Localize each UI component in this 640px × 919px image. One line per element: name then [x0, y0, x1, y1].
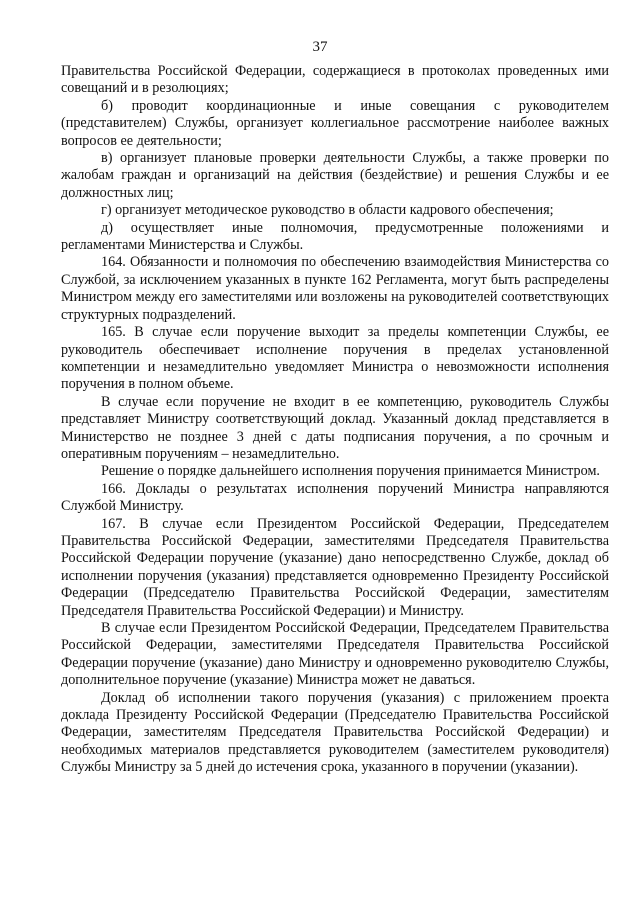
paragraph-165-decision: Решение о порядке дальнейшего исполнения поручения принимается Министром.	[101, 463, 600, 480]
paragraph-item-d: д) осуществляет иные полномочия, предусмотренные положениями и регламентами Министерства и Службы.	[61, 219, 609, 254]
paragraph-item-g: г) организует методическое руководство в области кадрового обеспечения;	[101, 202, 554, 219]
paragraph-item-v: в) организует плановые проверки деятельности Службы, а также проверки по жалобам граждан и организаций на действия (бездействие) и решения Службы и ее должностных лиц;	[61, 150, 609, 201]
paragraph-166: 166. Доклады о результатах исполнения поручений Министра направляются Службой Министру.	[61, 480, 609, 515]
paragraph-167-minister: В случае если Президентом Российской Федерации, Председателем Правительства Российской Федерации, заместителями Председателя Правительства Российской Федерации поручение (указание) дано Министру и одновременно руководителю Службы, дополнительное поручение (указание) Министра может не даваться.	[61, 620, 609, 689]
paragraph-167: 167. В случае если Президентом Российской Федерации, Председателем Правительства Российской Федерации, заместителями Председателя Правительства Российской Федерации поручение (указание) дано непосредственно Службе, доклад об исполнении поручения (указания) представляется одновременно Президенту Российской Федерации (Председателю Правительства Российской Федерации, заместителям Председателя Правительства Российской Федерации) и Министру.	[61, 515, 609, 619]
paragraph-167-report: Доклад об исполнении такого поручения (указания) с приложением проекта доклада Президенту Российской Федерации (Председателю Правительства Российской Федерации, заместителям Председателя Правительства Российской Федерации) и необходимых материалов представляется руководителем (заместителем руководителя) Службы Министру за 5 дней до истечения срока, указанного в поручении (указании).	[61, 689, 609, 776]
paragraph-continuation: Правительства Российской Федерации, содержащиеся в протоколах проведенных ими совещаний и в резолюциях;	[61, 63, 609, 97]
paragraph-165-competence: В случае если поручение не входит в ее компетенцию, руководитель Службы представляет Министру соответствующий доклад. Указанный доклад представляется в Министерство не позднее 3 дней с даты подписания поручения, а по срочным и оперативным поручениям – незамедлительно.	[61, 393, 609, 462]
page-number: 37	[312, 39, 328, 55]
paragraph-165: 165. В случае если поручение выходит за пределы компетенции Службы, ее руководитель обеспечивает исполнение поручения в пределах установленной компетенции и незамедлительно уведомляет Министра о невозможности исполнения поручения в полном объеме.	[61, 324, 609, 393]
paragraph-164: 164. Обязанности и полномочия по обеспечению взаимодействия Министерства со Службой, за исключением указанных в пункте 162 Регламента, могут быть распределены Министром между его заместителями или возложены на руководителей соответствующих структурных подразделений.	[61, 254, 609, 323]
paragraph-item-b: б) проводит координационные и иные совещания с руководителем (представителем) Службы, организует коллегиальное рассмотрение наиболее важных вопросов ее деятельности;	[61, 97, 609, 149]
document-body	[61, 63, 609, 777]
